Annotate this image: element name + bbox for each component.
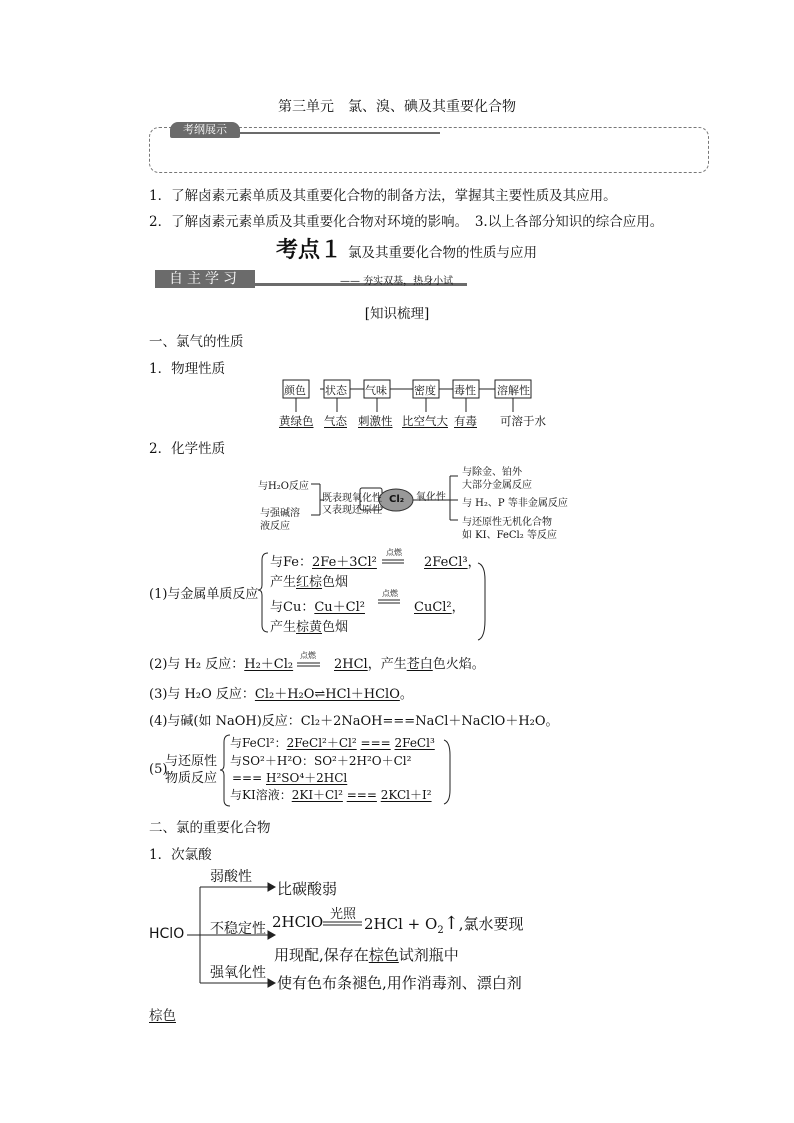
zizhu-label: 自主学习	[155, 270, 255, 288]
hclo-unstable-eq2-line	[364, 913, 524, 936]
fe-desc-post: 色烟	[322, 575, 349, 590]
hclo-unstable-eq2: 2HCl + O	[364, 915, 438, 933]
h2-desc-color: 苍白	[406, 657, 433, 672]
phys-box-state: 状态	[325, 384, 347, 397]
h2-desc-post: 色火焰。	[432, 657, 485, 672]
hclo-root: HClO	[149, 926, 185, 942]
cu-prod: CuCl²	[414, 600, 452, 615]
reduct-num: (5)	[149, 762, 168, 777]
section2-heading: 二、氯的重要化合物	[149, 820, 271, 836]
fe-desc-pre: 产生	[270, 575, 297, 590]
reduct-line-4	[230, 786, 432, 803]
cu-pre: 与Cu：	[270, 600, 315, 615]
hclo-unstable-cond: 光照	[330, 907, 357, 922]
phys-val-density: 比空气大	[402, 414, 448, 428]
reduct-label-2: 物质反应	[165, 771, 218, 786]
phys-val-smell: 刺激性	[358, 414, 393, 428]
r2-pre: 与SO²＋H²O：	[230, 754, 314, 768]
r1-eq: 2FeCl²＋Cl²	[286, 736, 357, 750]
cu-desc-pre: 产生	[270, 620, 297, 635]
chem-mid-2: 又表现还原性	[322, 505, 382, 516]
phys-box-solubility: 溶解性	[497, 384, 530, 397]
kaogang-item-2: 2．了解卤素元素单质及其重要化合物对环境的影响。 3.以上各部分知识的综合应用。	[149, 214, 664, 230]
reduct-line-1	[230, 734, 435, 751]
r4-sign: ===	[346, 788, 377, 802]
hclo-storage-line	[274, 944, 459, 965]
fe-desc	[270, 571, 348, 590]
fe-prod: 2FeCl³	[424, 555, 468, 570]
reduct-line-3	[232, 769, 347, 786]
phys-box-color: 颜色	[284, 384, 306, 397]
fe-prod-line	[424, 551, 481, 570]
h2-reaction	[149, 653, 293, 672]
chem-center-cl2: Cl₂	[389, 494, 405, 505]
chemical-heading: 2．化学性质	[149, 441, 226, 457]
reduct-label-1: 与还原性	[165, 754, 218, 769]
section1-heading: 一、氯气的性质	[149, 334, 244, 350]
r3-prod: H²SO⁴＋2HCl	[266, 771, 348, 785]
h2-prod: 2HCl	[334, 657, 368, 672]
r1-pre: 与FeCl²：	[230, 736, 287, 750]
h2o-reaction	[149, 683, 413, 702]
fe-pre: 与Fe：	[270, 555, 313, 570]
hclo-storage-color: 棕色	[368, 946, 399, 964]
footer-answer: 棕色	[149, 1008, 176, 1024]
r4-eq: 2KI＋Cl²	[291, 788, 343, 802]
chem-oxid: 氧化性	[416, 492, 446, 503]
metal-label: (1)与金属单质反应	[149, 587, 259, 602]
h2o-eq: Cl₂＋H₂O⇌HCl＋HClO	[254, 687, 400, 702]
h2o-end: 。	[399, 687, 413, 702]
r4-pre: 与KI溶液：	[230, 788, 292, 802]
physical-diagram	[283, 380, 531, 412]
fe-desc-color: 红棕	[296, 575, 323, 590]
chem-left-2a: 与强碱溶	[260, 508, 300, 519]
chem-right-1b: 大部分金属反应	[462, 480, 532, 491]
chem-mid-1: 既表现氧化性	[322, 493, 382, 504]
hclo-heading: 1．次氯酸	[149, 847, 212, 863]
h2-pre: (2)与 H₂ 反应：	[149, 657, 245, 672]
h2-desc-pre: ，产生	[367, 657, 407, 672]
kaogang-item-1: 1．了解卤素元素单质及其重要化合物的制备方法，掌握其主要性质及其应用。	[149, 188, 617, 204]
phys-val-state: 气态	[324, 414, 347, 428]
cu-desc-color: 棕黄	[296, 620, 323, 635]
h2-eq: H₂＋Cl₂	[244, 657, 294, 672]
hclo-unstable-end: ,氯水要现	[458, 915, 524, 933]
phys-box-density: 密度	[414, 384, 436, 397]
zizhu-sub: —— 夯实双基，热身小试	[340, 276, 454, 287]
hclo-oxid-label: 强氧化性	[210, 965, 266, 981]
chem-left-2b: 液反应	[260, 521, 290, 532]
r1-sign: ===	[360, 736, 391, 750]
hclo-oxid-text: 使有色布条褪色,用作消毒剂、漂白剂	[277, 974, 522, 992]
page-title: 第三单元 氯、溴、碘及其重要化合物	[278, 99, 516, 115]
hclo-weak-acid-text: 比碳酸弱	[277, 880, 338, 898]
h2-cond: 点燃	[300, 651, 316, 660]
cu-desc-post: 色烟	[322, 620, 349, 635]
hclo-storage-pre: 用现配,保存在	[274, 946, 369, 964]
chem-right-2: 与 H₂、P 等非金属反应	[462, 498, 568, 509]
metal-fe-line	[270, 551, 377, 570]
hclo-storage-post: 试剂瓶中	[398, 946, 459, 964]
r4-prod: 2KCl＋I²	[380, 788, 432, 802]
metal-cu-line	[270, 596, 365, 615]
phys-val-solubility: 可溶于水	[500, 414, 546, 428]
physical-heading: 1．物理性质	[149, 361, 226, 377]
kaodian-title: 氯及其重要化合物的性质与应用	[348, 245, 537, 261]
chem-right-3a: 与还原性无机化合物	[462, 517, 552, 528]
r2-eq: SO²＋2H²O＋Cl²	[313, 754, 412, 768]
cu-eq: Cu＋Cl²	[314, 600, 365, 615]
phys-val-color: 黄绿色	[279, 414, 314, 428]
h2-prod-line	[334, 653, 485, 672]
hclo-unstable-eq1: 2HClO	[272, 913, 324, 931]
cu-prod-line	[414, 596, 465, 615]
chem-right-3b: 如 KI、FeCl₂ 等反应	[462, 530, 557, 541]
chem-right-1a: 与除金、铂外	[462, 467, 522, 478]
fe-eq: 2Fe＋3Cl²	[312, 555, 377, 570]
phys-val-toxic: 有毒	[454, 414, 477, 428]
r3-sign: ===	[232, 771, 263, 785]
reduct-line-2	[230, 752, 411, 769]
kaodian-label: 考点１	[276, 237, 343, 263]
hclo-weak-acid-label: 弱酸性	[210, 869, 252, 885]
r1-prod: 2FeCl³	[394, 736, 435, 750]
phys-box-smell: 气味	[365, 384, 387, 397]
base-reaction: (4)与碱(如 NaOH)反应：Cl₂＋2NaOH===NaCl＋NaClO＋H₂O。	[149, 714, 559, 729]
zhishi-heading: [知识梳理]	[364, 306, 430, 322]
cu-desc	[270, 616, 348, 635]
fe-end: ，	[467, 555, 481, 570]
hclo-unstable-sub: 2	[437, 925, 444, 936]
phys-box-toxic: 毒性	[454, 384, 476, 397]
hclo-unstable-arrow: ↑	[443, 913, 459, 934]
cu-cond: 点燃	[382, 589, 398, 598]
fe-cond: 点燃	[386, 548, 402, 557]
hclo-unstable-label: 不稳定性	[210, 921, 266, 937]
h2o-pre: (3)与 H₂O 反应：	[149, 687, 255, 702]
kaogang-tab: 考纲展示	[170, 122, 240, 138]
cu-end: ，	[451, 600, 465, 615]
chem-left-1: 与H₂O反应	[258, 481, 309, 492]
